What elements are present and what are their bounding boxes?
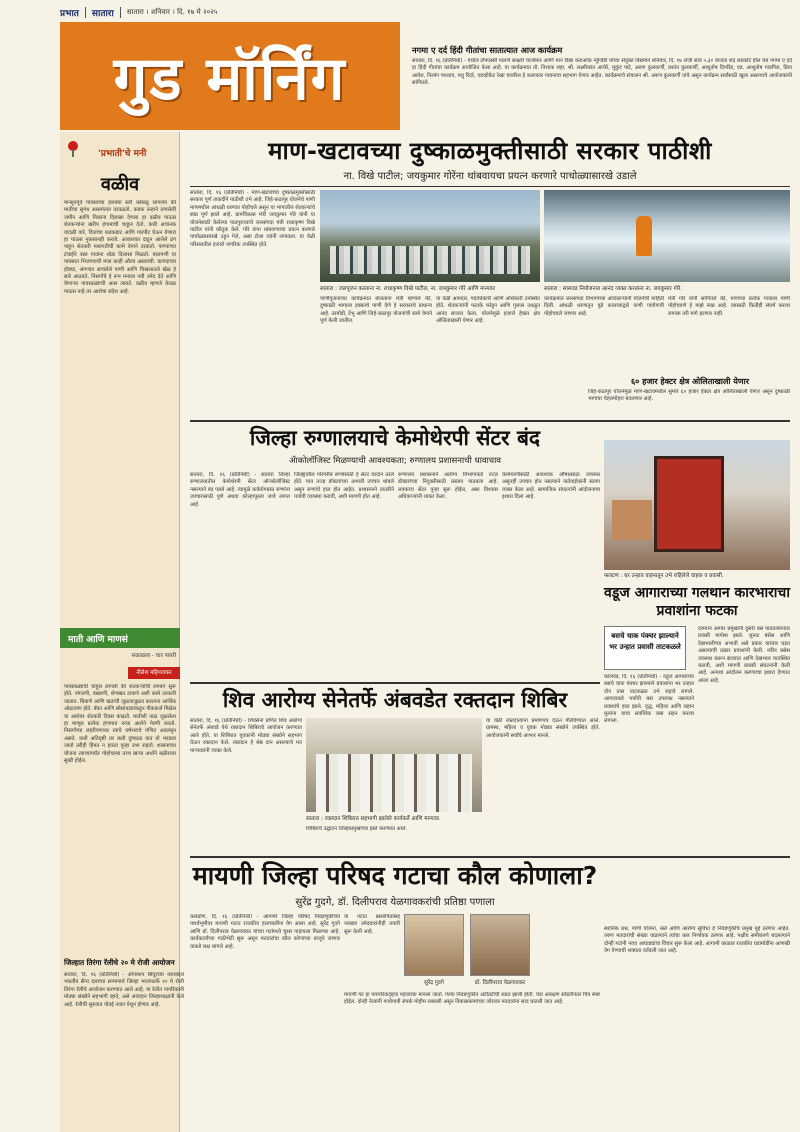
lead-photo	[544, 190, 790, 282]
inline-subhead: ६० हजार हेक्टर क्षेत्र ओलिताखाली येणार	[630, 377, 750, 386]
blood-donation-photo	[306, 718, 482, 812]
story-body-col: सातारा, दि. १६ (प्रतिनिधी) - सातारा जिल्हा रुग्णालयातील केमोथेरपी सेंटर ऑन्कोलॉजिस्ट नसल्याने बंद पडले आहे. त्यामुळे कर्करोगग्रस्त रुग्णांना उपचारासाठी पुणे अथवा कोल्हापूरला जावे लागत आहे.	[190, 472, 290, 508]
story-body-col: जिल्ह्यातील गोरगरीब रुग्णांसाठी हे सेंटर वरदान ठरले होते. मात्र तज्ज्ञ डॉक्टरांच्या अभावी उपचार थांबले असून रुग्णांचे हाल होत आहेत. प्रशासनाने तातडीने पर्यायी व्यवस्था करावी, अशी मागणी होत आहे.	[294, 472, 394, 501]
photo-caption: सातारा : रक्तदान शिबिरात सहभागी झालेले कार्यकर्ते आणि मान्यवर.	[306, 816, 441, 822]
lead-photo	[320, 190, 540, 282]
section-tag: माती आणि माणसं	[60, 628, 180, 648]
story-body-col: रुग्णालय प्रशासनाने आरोग्य विभागाकडे तज्ज्ञ डॉक्टरांच्या नियुक्तीसाठी प्रस्ताव पाठवला आहे. लवकरच सेंटर पुन्हा सुरू होईल, असा विश्वास अधिकाऱ्यांनी व्यक्त केला.	[398, 472, 498, 501]
lead-subhead: ना. विखे पाटील; जयकुमार गोरेंना थांबवायचा प्रयत्न करणारे पाचोळ्यासारखे उडाले	[343, 171, 637, 182]
story-headline: वडूज आगाराच्या गलथान कारभाराचा प्रवाशांना फटका	[604, 585, 790, 619]
brief-body: सातारा, दि. १६ (प्रतिनिधी) - ऑपरेशन सिंदूरच्या यशाबद्दल भारतीय सैन्य दलाच्या सन्मानार्थ जिल्हा भाजपतर्फे २० मे रोजी तिरंगा रॅलीचे आयोजन करण्यात आले आहे. या रॅलीत नागरिकांनी मोठ्या संख्येने सहभागी व्हावे, असे आवाहन जिल्हाध्यक्षांनी केले आहे. रॅलीची सुरुवात पोवई नाका येथून होणार आहे.	[64, 972, 184, 1008]
story-body-col: केमोथेरपीसाठी आवश्यक औषधसाठा उपलब्ध असूनही उपचार होत नसल्याने नातेवाईकांनी संताप व्यक्त केला आहे. सामाजिक संघटनांनी आंदोलनाचा इशारा दिला आहे.	[502, 472, 600, 501]
story-headline: शिव आरोग्य सेनेतर्फे अंबवडेत रक्तदान शिबिर	[222, 688, 568, 712]
top-right-headline: नगमा ए दर्द हिंदी गीतांचा सातात्यात आज कार्यक्रम	[412, 45, 563, 55]
photo-caption: फलटण : धर उन्हात वाहनातून उभे राहिलेले वाहक व प्रवासी.	[604, 573, 724, 579]
column-title: वळीव	[100, 174, 140, 195]
bus-photo	[604, 440, 790, 570]
lead-body-col: मंत्री गोरे यांनी सांगितले की, माणच्या प्रत्येक गावाला पाणी पोहोचवणे हे माझे स्वप्न आहे. त्यासाठी कितीही संघर्ष करावा लागला तरी मागे हटणार नाही.	[668, 296, 790, 317]
story-headline: जिल्हा रुग्णालयाचे केमोथेरपी सेंटर बंद	[249, 426, 541, 450]
story-body-col: स्थानिक प्रश्न, पाणी योजना, रस्ते आणि आरोग्य सुविधा हे निवडणुकीचे प्रमुख मुद्दे ठरणार आहेत. तरुण मतदारांची संख्या वाढल्याने त्यांचा कल निर्णायक ठरणार आहे. पक्षीय समीकरणे बदलल्याने दोन्ही गटांनी नव्या आघाड्यांचा विचार सुरू केला आहे. आगामी काळात राजकीय घडामोडींना आणखी वेग येण्याची शक्यता वर्तवली जात आहे.	[604, 926, 790, 955]
top-right-body: सातारा, दि. १६ (प्रतिनिधी) - येथील टॉपएस्सी पालणे साक्षरी चालोमार आणि मान विद्या कराओके न्यूजिंडी यांच्या संयुक्त विद्यमाने शनिवार, दि. १७ रोजी सायं ५.३० वाजता शेंद्र लडकोटे हॉल येथे नगमा ए दर्द हा हिंदी गीतांचा कार्यक्रम आयोजित केला आहे. या कार्यक्रमात तो. निशाक शहा, श्री. लक्ष्मीकांत आचेरे, मुकुंद पाटे, अरुण कुलकर्णी, प्रशांत कुलकर्णी, आशुतोष दिपरिंड, एड. आशुतोष गाडगिल, प्रिया आवेश, निलांग पाध्याय, मधु रिंदरे, एडव्होकेट रेखा चावरिल हे कलाकार गायनाचा सहभाग घेणार आहेत. कार्यक्रमाचे संचालन श्री. अरुण कुलकर्णी यांचे असून कार्यक्रम सर्वांसाठी खुला असल्याचे आयोजकांनी सांगितले.	[412, 58, 792, 87]
story-body-col: कोलवड, दि. १६ (प्रतिनिधी) - वडूज आगाराच्या बसचे चाक पंक्चर झाल्याने प्रवाशांना भर उन्हात दोन तास ताटकळत उभे राहावे लागले. आगाराकडे पर्यायी बस उपलब्ध नसल्याने प्रवाशांचे हाल झाले. वृद्ध, महिला आणि लहान मुलांना याचा सर्वाधिक त्रास सहन करावा लागला.	[604, 674, 694, 725]
highlight-box: बसचे चाक पंक्चर झाल्याने भर उन्हात प्रवासी ताटकळले	[604, 626, 686, 670]
section-meta: सकाळला - चार पायरी	[131, 653, 176, 659]
lead-body-col: पाणीपूजनाच्या कार्यक्रमात बोलताना मंत्री म्हणाले की, दुष्काळी भागाला हक्काचे पाणी देणे हे सरकारचे प्राधान्य आहे. उरमोडी, टेंभू आणि जिहे-कठापूर योजनांची कामे वेगाने पूर्ण केली जातील.	[320, 296, 432, 325]
brand-bar	[60, 4, 400, 20]
story-body-col: दरम्यान आगार प्रमुखांनी दुसरी बस पाठवल्यानंतर प्रवासी मार्गस्थ झाले. जुनाट बसेस आणि देखभालीच्या अभावी असे प्रकार वारंवार घडत असल्याची तक्रार प्रवाशांनी केली. नवीन बसेस उपलब्ध करून द्याव्यात आणि देखभाल व्यवस्थित करावी, अशी मागणी प्रवासी संघटनांनी केली आहे. अन्यथा आंदोलन करण्याचा इशारा देण्यात आला आहे.	[698, 626, 790, 684]
column-label: 'प्रभाती'चे मनी	[98, 149, 147, 159]
photo-caption: सातारा : जलपूजन करताना ना. राधाकृष्ण विखे पाटील, ना. जयकुमार गोरे आणि मान्यवर	[320, 286, 495, 292]
dateline: सातारा । शनिवार । दि. १७ मे २०२५	[126, 7, 218, 16]
story-subhead: ॲाकोलॉजिस्ट मिळण्याची आवश्यकता; रुग्णालय प्रशासनाची धावाधाव	[288, 456, 501, 466]
column-body: मान्सूनपूर्व पावसाच्या हलक्या सरी कोसळू लागल्या की मातीचा सुगंध आसमंतात दरवळतो. कडक उन्हाने तापलेली जमीन आणि पिकांना दिलासा देणारा हा वळीव पाऊस शेतकऱ्यांना खरीप हंगामाची चाहूल देतो. कधी अचानक वादळी वारे, विजांचा कडकडाट आणि गारपीट घेऊन येणारा हा पाऊस नुकसानही करतो. आकाशात दाटून आलेले ढग पाहून शेतकरी मशागतीची कामे वेगाने उरकतो. पाण्याच्या टंचाईने त्रस्त गावांना थोडा दिलासा मिळतो. बालपणी या पावसात भिजण्याची मजा काही औरच असायची. कागदाच्या होड्या, अंगणात साचलेले पाणी आणि चिखलातले खेळ हे सारे आठवते. निसर्गाचे हे रूप मनाला नवी उमेद देते आणि येणाऱ्या पावसाळ्याची आस लावते. वळीव म्हणजे केवळ पाऊस नव्हे तर आशेचा संदेश आहे.	[64, 200, 176, 295]
story-headline: मायणी जिल्हा परिषद गटाचा कौल कोणाला?	[192, 861, 598, 890]
brief-headline: जिल्हात तिरंगा रॅलीचे २० मे रोजी आयोजन	[64, 958, 175, 967]
photo-caption: सुरेंद्र गुदगे	[424, 980, 444, 986]
story-body-col: शिबिराचे उद्घाटन जिल्हाप्रमुखांच्या हस्ते करण्यात आले.	[306, 826, 408, 832]
story-subhead: सुरेंद्र गुदगे, डॉ. दिलीपराव येळगावकरांची प्रतिष्ठा पणाला	[295, 897, 495, 908]
edition-name: सातारा	[91, 8, 114, 19]
portrait-photo	[404, 914, 464, 976]
brand-name: प्रभात	[60, 8, 79, 19]
logo-text: गुड मॉर्निंग	[113, 44, 347, 114]
photo-caption: सातारा : सासवड नियोजनात आनंद व्यक्त करताना ना. जयकुमार गोरे.	[544, 286, 683, 292]
lead-body-col: कार्यक्रमात जलसंपदा विभागाच्या अधिकाऱ्यांनी योजनेची माहिती दिली. आंधळी धरणातून पुढे कालव्याद्वारे पाणी गावोगावी पोहोचवले जाणार आहे.	[544, 296, 664, 317]
brand-separator	[85, 7, 86, 18]
lead-body-col: जिहे-कठापूर योजनेमुळे माण-खटावमधील सुमारे ६० हजार हेक्टर क्षेत्र ओलिताखाली येणार असून दुष्काळी भागाचा चेहरामोहरा बदलणार आहे.	[588, 389, 790, 403]
lead-body-col: सातारा, दि. १६ (प्रतिनिधी) - माण-खटावच्या दुष्काळमुक्तीसाठी सरकार पूर्ण ताकदीने पाठीशी उभे आहे. जिहे-कठापूर योजनेचे पाणी माणमधील आंधळी धरणात पोहोचले असून या भागातील शेतकऱ्यांचे स्वप्न पूर्ण झाले आहे. ग्रामविकास मंत्री जयकुमार गोरे यांनी या योजनेसाठी केलेल्या पाठपुराव्याचे जलसंपदा मंत्री राधाकृष्ण विखे पाटील यांनी कौतुक केले. गोरे यांना थांबवण्याचा प्रयत्न करणारे पाचोळ्यासारखे उडून गेले, असा टोला त्यांनी लगावला. या वेळी परिसरातील हजारो नागरिक उपस्थित होते.	[190, 190, 315, 248]
story-body-col: मायणी गट हा पारंपरिकदृष्ट्या महत्त्वाचा मानला जातो. गेल्या निवडणुकीत अटीतटीची लढत झाली होती. यंदा आरक्षण सोडतीनंतर चित्र स्पष्ट होईल. दोन्ही नेत्यांनी गावोगावी संपर्क मोहीम राबवली असून विकासकामांच्या जोरावर मतदारांना साद घातली जात आहे.	[344, 992, 600, 1006]
story-body-col: कलेढोण, दि. १६ (प्रतिनिधी) - आगामी जिल्हा परिषद निवडणुकीच्या पार्श्वभूमीवर मायणी गटात राजकीय हालचालींना वेग आला आहे. सुरेंद्र गुदगे आणि डॉ. दिलीपराव येळगावकर यांच्या गटांमध्ये चुरस पाहायला मिळणार आहे. कार्यकर्त्यांच्या गाठीभेटी सुरू असून मतदारांचा कौल कोणाच्या बाजूने जाणार याकडे लक्ष लागले आहे.	[190, 914, 340, 950]
story-body-col: या वेळी रक्तदात्यांना प्रमाणपत्र देऊन गौरविण्यात आले. ग्रामस्थ, महिला व युवक मोठ्या संख्येने उपस्थित होते. आयोजकांनी सर्वांचे आभार मानले.	[486, 718, 600, 739]
author-label: नीलेश महिगावकर	[128, 667, 180, 679]
lead-body-col: या वेळी आमदार, पदाधिकारी आणि अधिकारी उपस्थित होते. शेतकऱ्यांनी फटाके फोडून आणि गुलाल उधळून आनंद साजरा केला. योजनेमुळे हजारो हेक्टर क्षेत्र ओलिताखाली येणार आहे.	[436, 296, 540, 325]
pushpin-icon	[66, 140, 80, 158]
photo-caption: डॉ. दिलीपराव येळगावकर	[474, 980, 526, 986]
masthead-logo	[60, 22, 400, 130]
story-body-col: या गटात प्रस्थापितांसह नवख्या उमेदवारांनीही तयारी सुरू केली आहे.	[344, 914, 400, 935]
brand-separator	[120, 7, 121, 18]
section-body: पावसाळ्याची चाहूल लागली की शेतकऱ्यांची लगबग सुरू होते. नांगरणी, वखरणी, शेणखत टाकणे अशी कामे उरकली जातात. बियाणे आणि खतांची जुळवाजुळव करताना आर्थिक ओढाताण होते. बँका आणि सोसायट्यांकडून पीककर्ज मिळेल या आशेवर शेतकरी दिवस काढतो. मातीशी नाळ जुळलेला हा माणूस प्रत्येक हंगामात नव्या आशेने पेरणी करतो. निसर्गाच्या लहरीपणावर त्याचे वर्षभराचे गणित अवलंबून असते. कधी अतिवृष्टी तर कधी दुष्काळ यात तो भरडला जातो तरीही हिंमत न हारता पुन्हा उभा राहतो. शासनाच्या योजना त्याच्यापर्यंत पोहोचल्या तरच खऱ्या अर्थाने बळीराजा सुखी होईल.	[64, 684, 176, 765]
lead-headline: माण-खटावच्या दुष्काळमुक्तीसाठी सरकार पाठीशी	[268, 137, 712, 165]
portrait-photo	[470, 914, 530, 976]
story-body-col: सातारा, दि. १६ (प्रतिनिधी) - शिवसेना प्रणित शिव आरोग्य सेनेतर्फे अंबवडे येथे रक्तदान शिबिराचे आयोजन करण्यात आले होते. या शिबिरात युवकांनी मोठ्या संख्येने सहभाग घेऊन रक्तदान केले. रक्तदान हे श्रेष्ठ दान असल्याचे मत मान्यवरांनी व्यक्त केले.	[190, 718, 302, 754]
